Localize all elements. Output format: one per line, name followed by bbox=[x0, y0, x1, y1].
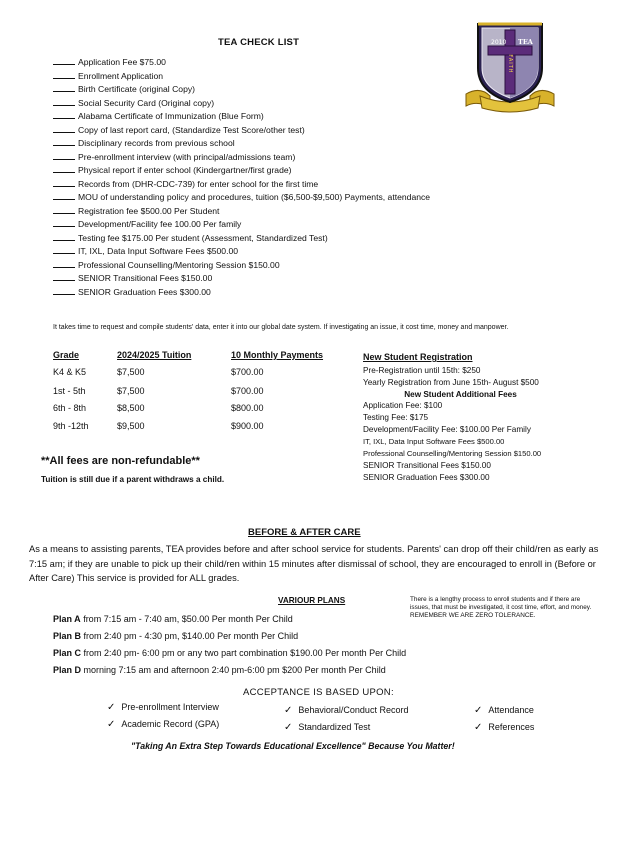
new-student-registration bbox=[363, 352, 603, 484]
checkmark-icon: ✓ bbox=[284, 722, 293, 733]
checkbox-line bbox=[53, 151, 75, 160]
checklist-item bbox=[53, 83, 523, 97]
tuition-cell: $7,500 bbox=[117, 386, 145, 396]
checklist-item-label: Birth Certificate (original Copy) bbox=[78, 84, 196, 94]
fee-line: IT, IXL, Data Input Software Fees $500.00 bbox=[363, 437, 505, 446]
tuition-due-notice: Tuition is still due if a parent withdraws a child. bbox=[41, 475, 225, 484]
header-grade: Grade bbox=[53, 350, 80, 360]
monthly-cell: $800.00 bbox=[231, 403, 264, 413]
non-refundable-notice: **All fees are non-refundable** bbox=[41, 455, 200, 467]
acceptance-item: ✓ References bbox=[474, 722, 535, 733]
checklist-item bbox=[53, 205, 523, 219]
checkmark-icon: ✓ bbox=[284, 705, 293, 716]
checklist-item-label: Pre-enrollment interview (with principal/admissions team) bbox=[78, 151, 296, 162]
fee-line: Testing Fee: $175 bbox=[363, 413, 429, 422]
checklist-item bbox=[53, 97, 523, 111]
acceptance-item: ✓ Pre-enrollment Interview bbox=[107, 702, 219, 713]
pre-registration: Pre-Registration until 15th: $250 bbox=[363, 366, 481, 375]
plan-label: Plan A bbox=[53, 614, 81, 624]
checklist-item bbox=[53, 70, 523, 84]
checkmark-icon: ✓ bbox=[107, 702, 116, 713]
fee-line: SENIOR Transitional Fees $150.00 bbox=[363, 461, 491, 470]
grade-cell: 9th -12th bbox=[53, 421, 89, 431]
checklist-item-label: Records from (DHR-CDC-739) for enter school for the first time bbox=[78, 178, 319, 189]
checklist-item bbox=[53, 232, 523, 246]
tuition-cell: $8,500 bbox=[117, 403, 145, 413]
plan-label: Plan B bbox=[53, 631, 82, 641]
checklist-item-label: SENIOR Graduation Fees $300.00 bbox=[78, 286, 211, 297]
page-title: TEA CHECK LIST bbox=[218, 37, 300, 48]
checklist-item bbox=[53, 245, 523, 259]
checklist-item-label: Copy of last report card, (Standardize Test Score/other test) bbox=[78, 124, 305, 135]
checkbox-line bbox=[53, 205, 75, 214]
crest-word: FAITH bbox=[507, 54, 513, 74]
plans-title: VARIOUR PLANS bbox=[278, 596, 346, 605]
checkbox-line bbox=[53, 232, 75, 241]
checklist bbox=[53, 56, 523, 299]
checkbox-line bbox=[53, 218, 75, 227]
grade-cell: 1st - 5th bbox=[53, 386, 86, 396]
checklist-item-label: Development/Facility fee 100.00 Per family bbox=[78, 219, 242, 229]
monthly-cell: $900.00 bbox=[231, 421, 264, 431]
header-monthly: 10 Monthly Payments bbox=[231, 350, 324, 360]
checkbox-line bbox=[53, 259, 75, 268]
plan-item bbox=[53, 645, 406, 662]
plan-label: Plan C bbox=[53, 648, 82, 658]
checklist-item bbox=[53, 272, 523, 286]
checkbox-line bbox=[53, 124, 75, 133]
monthly-cell: $700.00 bbox=[231, 367, 264, 377]
tuition-cell: $7,500 bbox=[117, 367, 145, 377]
grade-cell: 6th - 8th bbox=[53, 403, 87, 413]
checklist-item bbox=[53, 110, 523, 124]
checkmark-icon: ✓ bbox=[474, 722, 483, 733]
checklist-item bbox=[53, 151, 523, 165]
yearly-registration: Yearly Registration from June 15th- August $500 bbox=[363, 378, 539, 387]
crest-monogram: TEA bbox=[518, 38, 533, 46]
acceptance-item: ✓ Academic Record (GPA) bbox=[107, 719, 220, 730]
checkbox-line bbox=[53, 164, 75, 173]
acceptance-item: ✓ Attendance bbox=[474, 705, 534, 716]
header-tuition: 2024/2025 Tuition bbox=[117, 350, 192, 360]
additional-fees-title: New Student Additional Fees bbox=[404, 390, 517, 399]
plan-text: from 7:15 am - 7:40 am, $50.00 Per month Per Child bbox=[80, 614, 293, 624]
checklist-item-label: Testing fee $175.00 Per student (Assessment, Standardized Test) bbox=[78, 232, 328, 243]
grade-cell: K4 & K5 bbox=[53, 367, 87, 377]
checkbox-line bbox=[53, 178, 75, 187]
acceptance-title: ACCEPTANCE IS BASED UPON: bbox=[243, 687, 394, 698]
checkbox-line bbox=[53, 245, 75, 254]
checkbox-line bbox=[53, 83, 75, 92]
plan-text: from 2:40 pm - 4:30 pm, $140.00 Per month Per Child bbox=[81, 631, 299, 641]
checkbox-line bbox=[53, 137, 75, 146]
data-cost-note: It takes time to request and compile students' data, enter it into our global date system. If investigating an issue, it cost time, money and manpower. bbox=[53, 324, 509, 331]
checklist-item bbox=[53, 178, 523, 192]
tuition-cell: $9,500 bbox=[117, 421, 145, 431]
checklist-item bbox=[53, 164, 523, 178]
fee-line: Development/Facility Fee: $100.00 Per Family bbox=[363, 425, 531, 434]
before-after-care-title: BEFORE & AFTER CARE bbox=[248, 527, 361, 538]
checkbox-line bbox=[53, 56, 75, 65]
checklist-item bbox=[53, 259, 523, 273]
checkmark-icon: ✓ bbox=[107, 719, 116, 730]
acceptance-item: ✓ Behavioral/Conduct Record bbox=[284, 705, 409, 716]
checklist-item bbox=[53, 218, 523, 232]
checkbox-line bbox=[53, 110, 75, 119]
plans-list bbox=[53, 611, 406, 679]
checklist-item-label: Alabama Certificate of Immunization (Blue Form) bbox=[78, 111, 264, 121]
plan-item bbox=[53, 611, 406, 628]
checklist-item-label: Enrollment Application bbox=[78, 70, 164, 81]
checkbox-line bbox=[53, 191, 75, 200]
checklist-item-label: SENIOR Transitional Fees $150.00 bbox=[78, 273, 213, 283]
checklist-item bbox=[53, 191, 523, 205]
school-motto: "Taking An Extra Step Towards Educational Excellence" Because You Matter! bbox=[131, 741, 455, 751]
plan-text: from 2:40 pm- 6:00 pm or any two part combination $190.00 Per month Per Child bbox=[81, 648, 407, 658]
checkbox-line bbox=[53, 272, 75, 281]
checklist-item bbox=[53, 124, 523, 138]
fee-line: SENIOR Graduation Fees $300.00 bbox=[363, 473, 490, 482]
checkbox-line bbox=[53, 97, 75, 106]
checkmark-icon: ✓ bbox=[474, 705, 483, 716]
fee-line: Professional Counselling/Mentoring Session $150.00 bbox=[363, 449, 542, 458]
plan-item bbox=[53, 628, 406, 645]
checklist-item-label: Professional Counselling/Mentoring Session $150.00 bbox=[78, 259, 280, 270]
checklist-item-label: Application Fee $75.00 bbox=[78, 57, 166, 67]
checklist-item-label: IT, IXL, Data Input Software Fees $500.00 bbox=[78, 246, 239, 256]
acceptance-item: ✓ Standardized Test bbox=[284, 722, 371, 733]
checklist-item-label: Social Security Card (Original copy) bbox=[78, 97, 215, 108]
checklist-item bbox=[53, 137, 523, 151]
nsr-title: New Student Registration bbox=[363, 352, 473, 362]
checklist-item bbox=[53, 56, 523, 70]
enrollment-side-note: There is a lengthy process to enroll students and if there are issues, that must be investigated, it cost time, effort, and money. REMEMBER WE ARE ZERO TOLERANCE. bbox=[410, 596, 592, 619]
before-after-care-paragraph: As a means to assisting parents, TEA provides before and after school service for students. Parents' can drop off their child/ren as early as 7:15 am; if they are unable to pick up their child/ren within 15 minutes after dismissal of school, they are encouraged to enroll in (Before or After Care) This service is provided for ALL grades. bbox=[29, 544, 599, 583]
checklist-item-label: Disciplinary records from previous school bbox=[78, 138, 235, 148]
checkbox-line bbox=[53, 286, 75, 295]
plan-text: morning 7:15 am and afternoon 2:40 pm-6:00 pm $200 Per month Per Child bbox=[81, 665, 386, 675]
plan-item bbox=[53, 662, 406, 679]
fee-line: Application Fee: $100 bbox=[363, 401, 443, 410]
checklist-item-label: Registration fee $500.00 Per Student bbox=[78, 205, 220, 216]
checkbox-line bbox=[53, 70, 75, 79]
checklist-item bbox=[53, 286, 523, 300]
checklist-item-label: MOU of understanding policy and procedures, tuition ($6,500-$9,500) Payments, attendance bbox=[78, 192, 431, 202]
checklist-item-label: Physical report if enter school (Kindergartner/first grade) bbox=[78, 165, 292, 175]
crest-year: 2010 bbox=[491, 39, 507, 46]
monthly-cell: $700.00 bbox=[231, 386, 264, 396]
plan-label: Plan D bbox=[53, 665, 82, 675]
